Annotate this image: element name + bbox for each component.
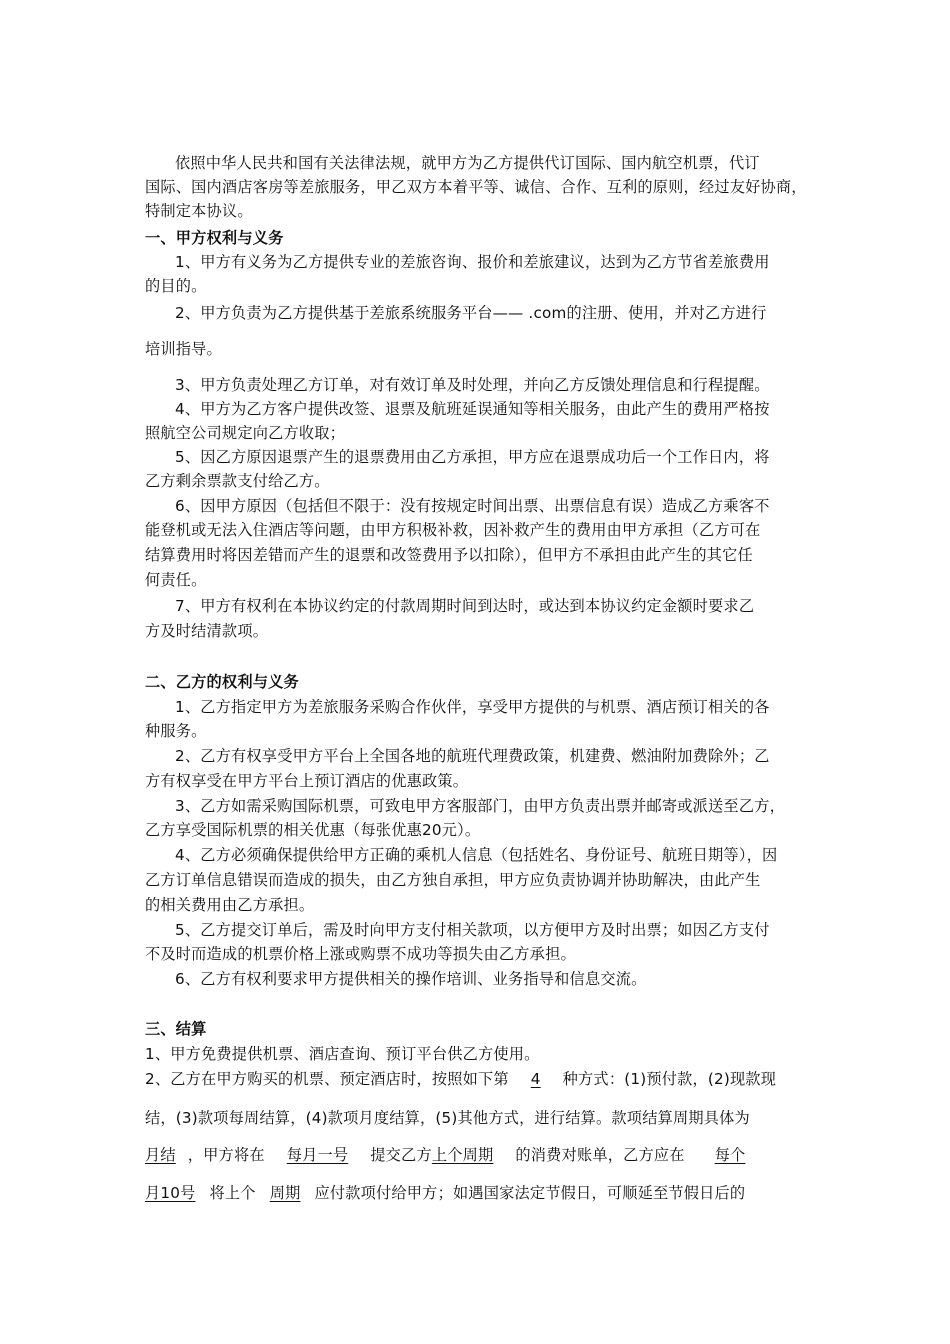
- section-2-heading: 二、乙方的权利与义务: [145, 673, 299, 691]
- s2-line: 3、乙方如需采购国际机票，可致电甲方客服部门，由甲方负责出票并邮寄或派送至乙方，: [175, 797, 785, 815]
- s3-line-1: 1、甲方免费提供机票、酒店查询、预订平台供乙方使用。: [145, 1045, 540, 1063]
- s3-l5-text-b: 应付款项付给甲方；如遇国家法定节假日，可顺延至节假日后的: [314, 1184, 746, 1202]
- s3-l3-text: 结，(3)款项每周结算，(4)款项月度结算，(5)其他方式，进行结算。款项结算周期具体为: [145, 1109, 750, 1127]
- s2-line: 4、乙方必须确保提供给甲方正确的乘机人信息（包括姓名、身份证号、航班日期等），因: [175, 846, 778, 864]
- s2-line: 5、乙方提交订单后，需及时向甲方支付相关款项，以方便甲方及时出票；如因乙方支付: [175, 921, 770, 939]
- s1-line: 照航空公司规定向乙方收取；: [145, 424, 346, 442]
- s3-line-2: [145, 1069, 815, 1089]
- s3-line-4: [145, 1145, 815, 1165]
- settlement-cycle-fill: 月结: [145, 1146, 176, 1164]
- s1-line: 培训指导。: [145, 340, 222, 358]
- s1-line: 5、因乙方原因退票产生的退票费用由乙方承担，甲方应在退票成功后一个工作日内，将: [175, 448, 770, 466]
- s2-line: 不及时而造成的机票价格上涨或购票不成功等损失由乙方承担。: [145, 945, 576, 963]
- s1-line: 7、甲方有权利在本协议约定的付款周期时间到达时，或达到本协议约定金额时要求乙: [175, 597, 755, 615]
- intro-line-1: 依照中华人民共和国有关法律法规，就甲方为乙方提供代订国际、国内航空机票，代订: [175, 154, 760, 172]
- s2-line: 乙方订单信息错误而造成的损失，由乙方独自承担，甲方应负责协调并协助解决，由此产生: [145, 871, 761, 889]
- s2-line: 种服务。: [145, 722, 207, 740]
- s2-line: 方有权享受在甲方平台上预订酒店的优惠政策。: [145, 772, 469, 790]
- payment-date-fill-b: 月10号: [145, 1184, 196, 1202]
- s3-l4-text-a: ，甲方将在: [187, 1146, 265, 1164]
- statement-period-fill: 上个周期: [431, 1146, 494, 1164]
- s1-line: 1、甲方有义务为乙方提供专业的差旅咨询、报价和差旅建议，达到为乙方节省差旅费用: [175, 253, 770, 271]
- s1-line: 4、甲方为乙方客户提供改签、退票及航班延误通知等相关服务，由此产生的费用严格按: [175, 400, 770, 418]
- blank-fill: [750, 1109, 766, 1127]
- s2-line: 1、乙方指定甲方为差旅服务采购合作伙伴，享受甲方提供的与机票、酒店预订相关的各: [175, 698, 770, 716]
- s1-line: 方及时结清款项。: [145, 622, 269, 640]
- s2-line: 乙方享受国际机票的相关优惠（每张优惠20元）。: [145, 821, 481, 839]
- payment-date-fill-a: 每个: [714, 1146, 746, 1164]
- s1-line: 能登机或无法入住酒店等问题，由甲方积极补救，因补救产生的费用由甲方承担（乙方可在: [145, 521, 761, 539]
- s3-l4-text-c: 的消费对账单，乙方应在: [515, 1146, 685, 1164]
- s2-line: 的相关费用由乙方承担。: [145, 896, 315, 914]
- s1-line: 3、甲方负责处理乙方订单，对有效订单及时处理，并向乙方反馈处理信息和行程提醒。: [175, 376, 770, 394]
- section-3-heading: 三、结算: [145, 1020, 207, 1038]
- section-1-heading: 一、甲方权利与义务: [145, 229, 284, 247]
- s1-line: 2、甲方负责为乙方提供基于差旅系统服务平台—— .com的注册、使用，并对乙方进行: [175, 304, 767, 322]
- s3-l4-text-b: 提交乙方: [370, 1146, 432, 1164]
- s3-line-3: [145, 1108, 815, 1128]
- s2-line: 6、乙方有权利要求甲方提供相关的操作培训、业务指导和信息交流。: [175, 970, 647, 988]
- s3-line-5: [145, 1183, 815, 1203]
- payment-period-fill: 周期: [269, 1184, 301, 1202]
- intro-line-3: 特制定本协议。: [145, 202, 253, 220]
- s1-line: 的目的。: [145, 277, 207, 295]
- s3-l2-text-a: 2、乙方在甲方购买的机票、预定酒店时，按照如下第: [145, 1070, 509, 1088]
- settlement-method-fill: 4: [530, 1070, 541, 1088]
- intro-line-2: 国际、国内酒店客房等差旅服务，甲乙双方本着平等、诚信、合作、互利的原则，经过友好协商，: [145, 178, 807, 196]
- s1-line: 结算费用时将因差错而产生的退票和改签费用予以扣除），但甲方不承担由此产生的其它任: [145, 546, 753, 564]
- s1-line: 何责任。: [145, 571, 207, 589]
- s3-l2-text-b: 种方式：(1)预付款，(2)现款现: [562, 1070, 777, 1088]
- statement-date-fill: 每月一号: [286, 1146, 349, 1164]
- s1-line: 乙方剩余票款支付给乙方。: [145, 472, 330, 490]
- s2-line: 2、乙方有权享受甲方平台上全国各地的航班代理费政策，机建费、燃油附加费除外；乙: [175, 747, 770, 765]
- s1-line: 6、因甲方原因（包括但不限于：没有按规定时间出票、出票信息有误）造成乙方乘客不: [175, 497, 770, 515]
- s3-l5-text-a: 将上个: [209, 1184, 256, 1202]
